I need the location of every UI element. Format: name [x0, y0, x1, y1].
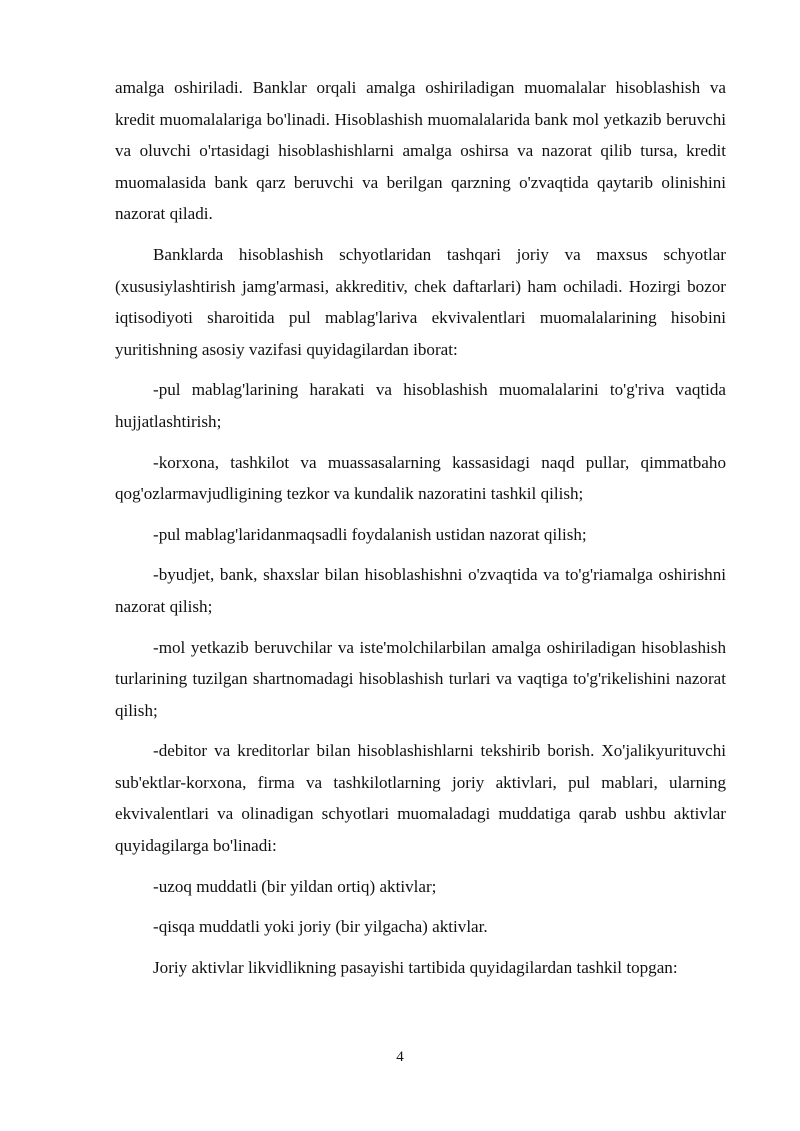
paragraph-bank-accounts: Banklarda hisoblashish schyotlaridan tashqari joriy va maxsus schyotlar (xususiylashtirish jamg'armasi, akkreditiv, chek daftarlari) ham ochiladi. Hozirgi bozor iqtisodiyoti sharoitida pul mablag'lariva ekvivalentlari muomalalarining hisobini yuritishning asosiy vazifasi quyidagilardan iborat:	[115, 244, 726, 359]
document-page	[115, 72, 726, 992]
list-item-short-term-assets: -qisqa muddatli yoki joriy (bir yilgacha) aktivlar.	[153, 917, 488, 937]
list-item-cash-control: -korxona, tashkilot va muassasalarning kassasidagi naqd pullar, qimmatbaho qog'ozlarmavjudligining tezkor va kundalik nazoratini tashkil qilish;	[115, 452, 726, 504]
list-item-long-term-assets: -uzoq muddatli (bir yildan ortiq) aktivlar;	[153, 876, 437, 896]
list-item-documentation: -pul mablag'larining harakati va hisoblashish muomalalarini to'g'riva vaqtida hujjatlashtirish;	[115, 380, 726, 431]
page-number: 4	[396, 1049, 404, 1065]
paragraph-continuation: amalga oshiriladi. Banklar orqali amalga oshiriladigan muomalalar hisoblashish va kredit muomalalariga bo'linadi. Hisoblashish muomalalarida bank mol yetkazib beruvchi va oluvchi o'rtasidagi hisoblashishlarni amalga oshirsa va nazorat qilib tursa, kredit muomalasida bank qarz beruvchi va berilgan qarzning o'zvaqtida qaytarib olinishini nazorat qiladi.	[115, 78, 726, 224]
list-item-budget-settlements: -byudjet, bank, shaxslar bilan hisoblashishni o'zvaqtida va to'g'riamalga oshirishni nazorat qilish;	[115, 565, 726, 616]
list-item-supplier-settlements: -mol yetkazib beruvchilar va iste'molchilarbilan amalga oshiriladigan hisoblashish turlarining tuzilgan shartnomadagi hisoblashish turlari va vaqtiga to'g'rikelishini nazorat qilish;	[115, 637, 726, 720]
paragraph-current-assets: Joriy aktivlar likvidlikning pasayishi tartibida quyidagilardan tashkil topgan:	[153, 957, 678, 977]
list-item-targeted-use: -pul mablag'laridanmaqsadli foydalanish ustidan nazorat qilish;	[153, 524, 587, 544]
list-item-debtor-creditor: -debitor va kreditorlar bilan hisoblashishlarni tekshirib borish. Xo'jalikyurituvchi sub'ektlar-korxona, firma va tashkilotlarning joriy aktivlari, pul mablari, ularning ekvivalentlari va olinadigan schyotlari muomaladagi muddatiga qarab ushbu aktivlar quyidagilarga bo'linadi:	[115, 741, 726, 856]
